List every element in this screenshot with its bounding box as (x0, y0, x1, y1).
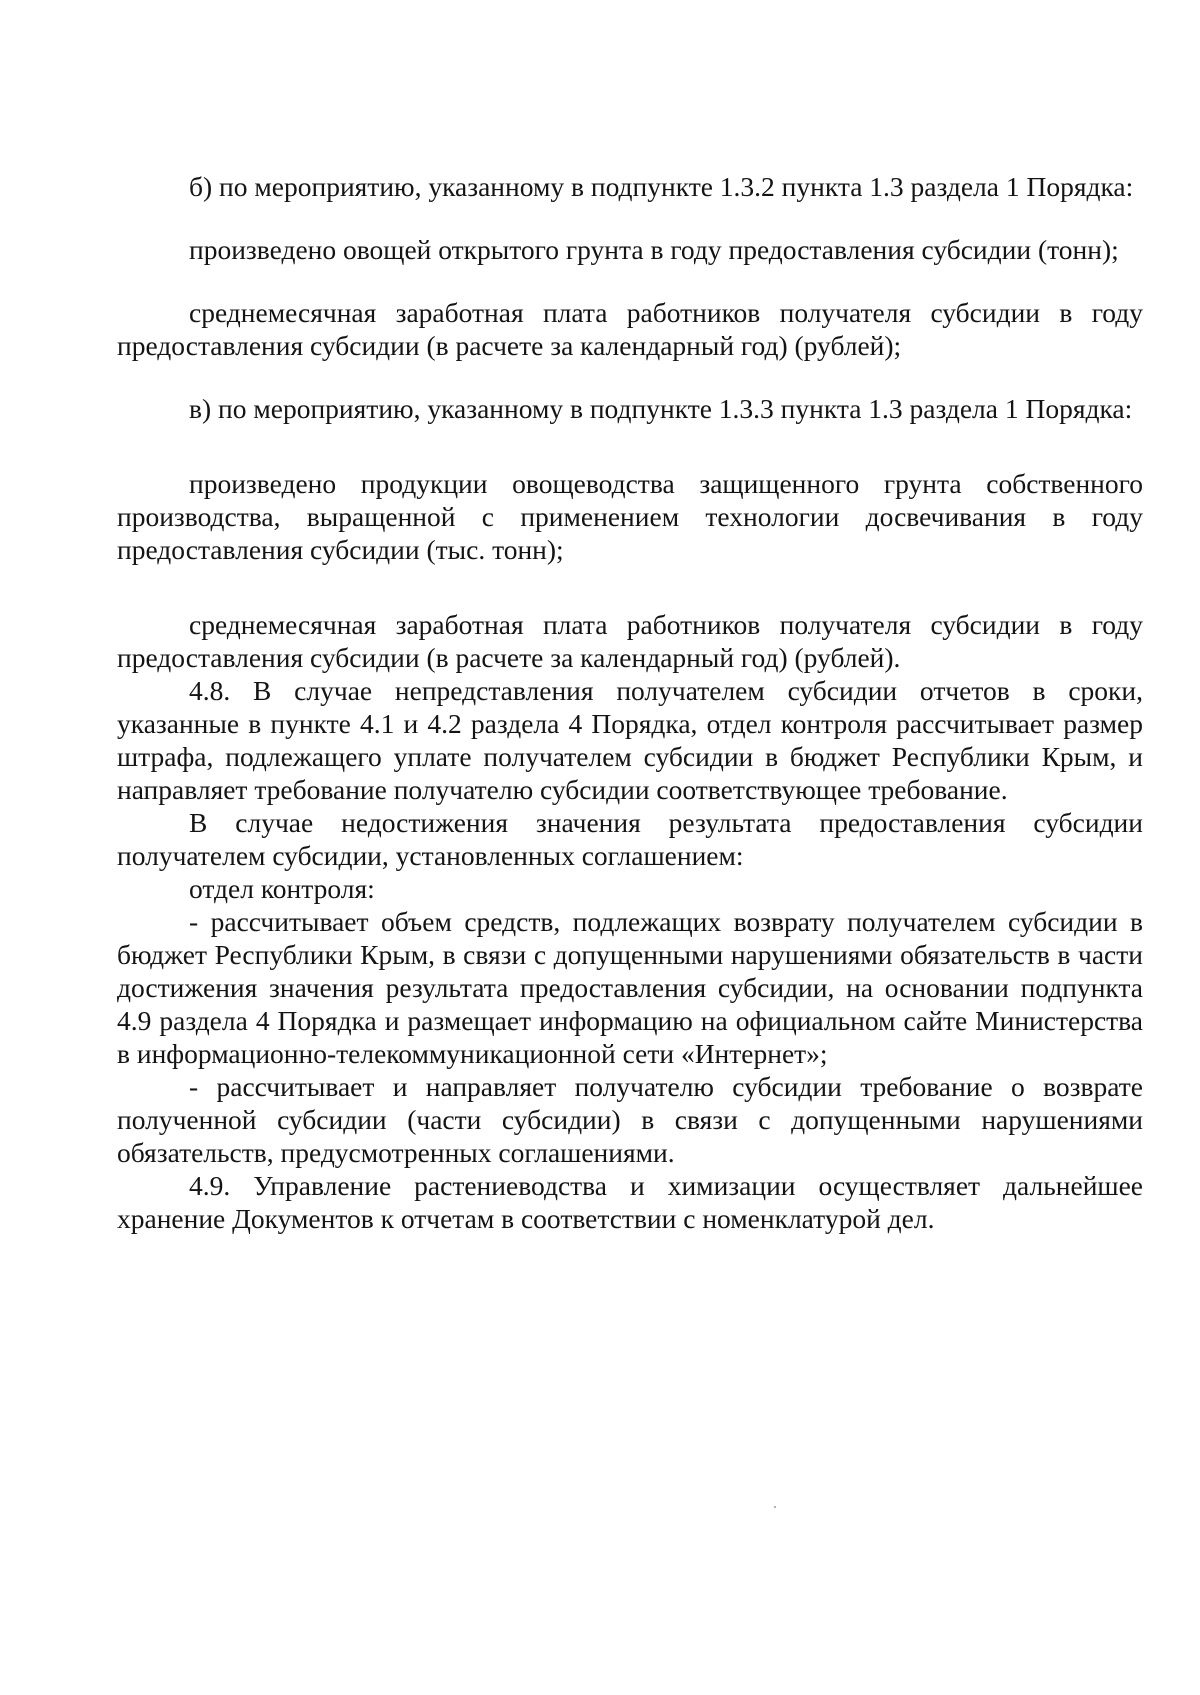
paragraph-4-8: 4.8. В случае непредставления получателем субсидии отчетов в сроки, указанные в пункте 4.1 и 4.2 раздела 4 Порядка, отдел контроля рассчитывает размер штрафа, подлежащего уплате получателем субсидии в бюджет Республики Крым, и направляет требование получателю субсидии соответствующее требование. (117, 675, 1143, 805)
paragraph-non-achievement: В случае недостижения значения результата предоставления субсидии получателем субсидии, установленных соглашением: (117, 807, 1143, 871)
paragraph-average-salary-2: среднемесячная заработная плата работников получателя субсидии в году предоставления субсидии (в расчете за календарный год) (рублей). (117, 609, 1143, 673)
paragraph-vegetables-open-ground: произведено овощей открытого грунта в году предоставления субсидии (тонн); (189, 234, 1119, 265)
paragraph-calculates-refund: - рассчитывает объем средств, подлежащих возврату получателем субсидии в бюджет Республики Крым, в связи с допущенными нарушениями обязательств в части достижения значения результата предоставления субсидии, на основании подпункта 4.9 раздела 4 Порядка и размещает информацию на официальном сайте Министерства в информационно-телекоммуникационной сети «Интернет»; (117, 906, 1143, 1069)
paragraph-item-b: б) по мероприятию, указанному в подпункте 1.3.2 пункта 1.3 раздела 1 Порядка: (189, 171, 1134, 202)
paragraph-control-department: отдел контроля: (189, 873, 375, 904)
paragraph-4-9: 4.9. Управление растениеводства и химизации осуществляет дальнейшее хранение Документов к отчетам в соответствии с номенклатурой дел. (117, 1170, 1143, 1234)
paragraph-average-salary-1: среднемесячная заработная плата работников получателя субсидии в году предоставления субсидии (в расчете за календарный год) (рублей); (117, 297, 1143, 361)
paragraph-greenhouse-production: произведено продукции овощеводства защищенного грунта собственного производства, выращенной с применением технологии досвечивания в году предоставления субсидии (тыс. тонн); (117, 468, 1143, 565)
scan-speck (774, 1506, 776, 1508)
paragraph-sends-requirement: - рассчитывает и направляет получателю субсидии требование о возврате полученной субсидии (части субсидии) в связи с допущенными нарушениями обязательств, предусмотренных соглашениями. (117, 1071, 1143, 1168)
paragraph-item-v: в) по мероприятию, указанному в подпункте 1.3.3 пункта 1.3 раздела 1 Порядка: (189, 393, 1133, 424)
document-body (117, 170, 1143, 1235)
